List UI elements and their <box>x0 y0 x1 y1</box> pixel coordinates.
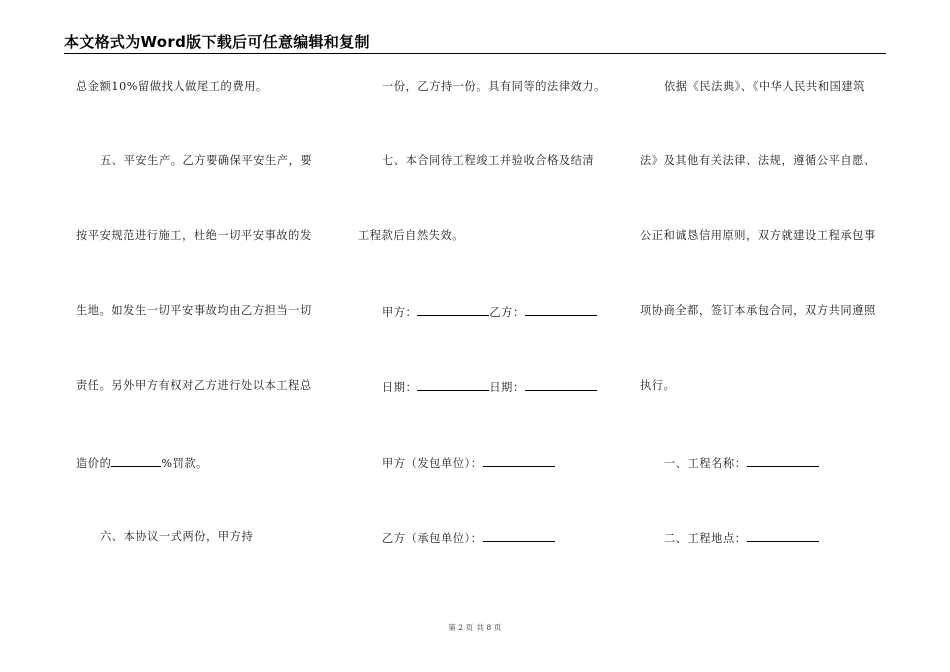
text-line: 公正和诚恳信用原则，双方就建设工程承包事 <box>640 229 876 242</box>
text-fragment: 造价的 <box>76 457 112 470</box>
fill-in-blank <box>747 455 819 467</box>
project-location-label: 二、工程地点： <box>664 532 747 545</box>
fill-in-blank <box>747 530 819 542</box>
text-line <box>640 455 914 471</box>
text-line: 项协商全都，签订本承包合同，双方共同遵照 <box>640 304 876 317</box>
text-line <box>76 455 326 471</box>
page-footer <box>0 622 950 633</box>
project-name-label: 一、工程名称： <box>664 457 747 470</box>
footer-text: 页 <box>493 623 502 632</box>
date-line <box>358 379 632 395</box>
date-label: 日期： <box>382 381 418 394</box>
text-column-left <box>76 0 326 672</box>
text-line <box>640 530 914 546</box>
date-label: 日期： <box>489 381 525 394</box>
total-page-count: 8 <box>486 623 492 632</box>
fill-in-blank <box>417 304 489 316</box>
text-line: 执行。 <box>640 379 676 392</box>
text-line: 依据《民法典》、《中华人民共和国建筑 <box>664 80 865 93</box>
text-line: 七、本合同待工程竣工并验收合格及结清 <box>382 154 595 167</box>
signature-line <box>358 304 632 320</box>
text-line: 法》及其他有关法律、法规，遵循公平自愿、 <box>640 154 876 167</box>
fill-in-blank <box>483 530 555 542</box>
text-line <box>358 530 632 546</box>
current-page-number: 2 <box>458 623 464 632</box>
text-line: 总金额10%留做找人做尾工的费用。 <box>76 80 268 93</box>
document-header-title: 本文格式为Word版下载后可任意编辑和复制 <box>64 33 370 51</box>
fill-in-blank <box>483 455 555 467</box>
contractor-label: 甲方（发包单位）： <box>382 457 483 470</box>
fill-in-blank <box>525 304 597 316</box>
party-a-label: 甲方： <box>382 306 418 319</box>
text-column-middle <box>358 0 608 672</box>
text-line: 六、本协议一式两份，甲方持 <box>100 530 254 543</box>
fill-in-blank <box>111 455 161 467</box>
footer-text: 第 <box>448 623 457 632</box>
text-line: 一份，乙方持一份。具有同等的法律效力。 <box>382 80 606 93</box>
party-b-label: 乙方： <box>489 306 525 319</box>
fill-in-blank <box>417 379 489 391</box>
text-line: 五、平安生产。乙方要确保平安生产，要 <box>100 154 313 167</box>
text-line: 按平安规范进行施工，杜绝一切平安事故的发 <box>76 229 312 242</box>
text-line: 工程款后自然失效。 <box>358 229 465 242</box>
contractor-label: 乙方（承包单位）： <box>382 532 483 545</box>
text-line: 责任。另外甲方有权对乙方进行处以本工程总 <box>76 379 312 392</box>
text-line: 生地。如发生一切平安事故均由乙方担当一切 <box>76 304 312 317</box>
text-line <box>358 455 632 471</box>
text-fragment: %罚款。 <box>161 457 208 470</box>
text-column-right <box>640 0 890 672</box>
footer-text: 页 共 <box>465 623 485 632</box>
fill-in-blank <box>525 379 597 391</box>
